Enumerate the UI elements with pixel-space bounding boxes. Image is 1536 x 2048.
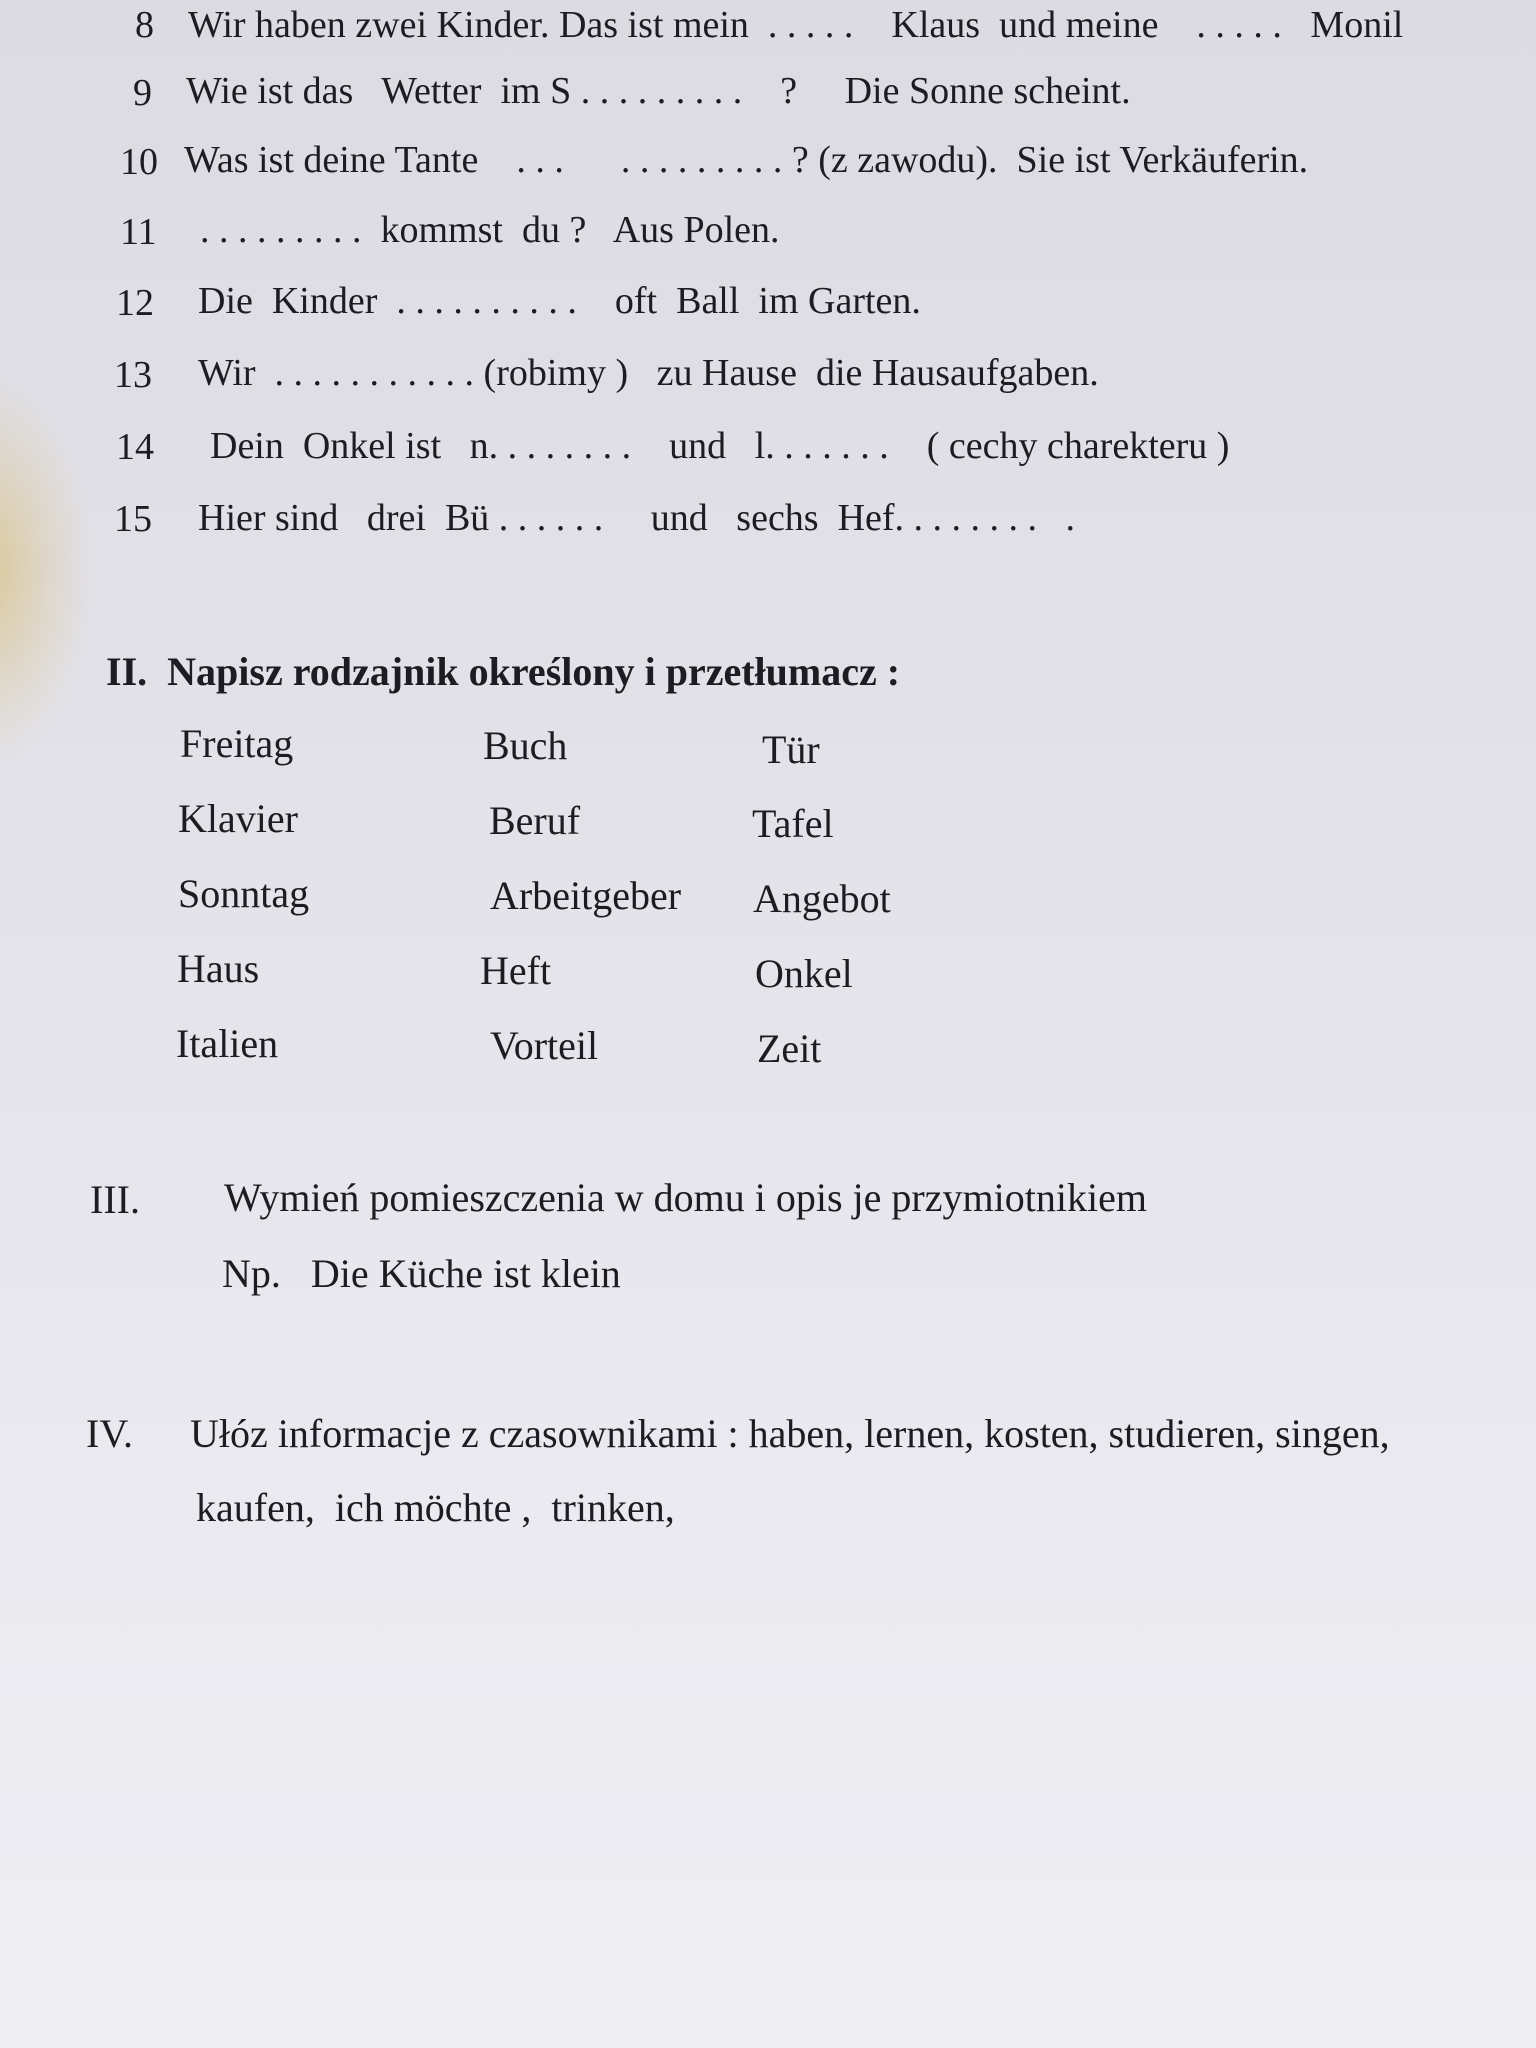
item-number: 13 [114,354,152,396]
item-text: Die Kinder . . . . . . . . . . oft Ball im Garten. [198,280,921,322]
exercise-four-line2: kaufen, ich möchte , trinken, [196,1485,675,1530]
item-text: Was ist deine Tante . . . . . . . . . . . . ? (z zawodu). Sie ist Verkäuferin. [184,139,1309,181]
word-col1: Haus [177,946,260,991]
item-number: 12 [116,282,154,324]
word-col3: Tür [762,727,820,772]
item-text: Dein Onkel ist n. . . . . . . . und l. . . . . . . ( cechy charekteru ) [210,425,1230,467]
word-col2: Buch [483,723,568,768]
word-col1: Freitag [180,721,294,766]
word-col1: Klavier [178,796,298,841]
item-text: Wir haben zwei Kinder. Das ist mein . . . . . Klaus und meine . . . . . Monil [188,4,1404,46]
word-col1: Sonntag [178,871,310,916]
item-number: 8 [135,4,154,46]
item-text: Wie ist das Wetter im S . . . . . . . . . ? Die Sonne scheint. [186,70,1131,112]
word-col2: Arbeitgeber [490,873,682,918]
exercise-four-line1: Ułóz informacje z czasownikami : haben, lernen, kosten, studieren, singen, [190,1411,1390,1456]
exercise-three-example: Np. Die Küche ist klein [222,1251,621,1296]
item-number: 11 [120,211,157,253]
word-col1: Italien [176,1021,279,1066]
item-number: 15 [114,498,152,540]
exercise-two-heading: II. Napisz rodzajnik określony i przetłumacz : [106,649,901,694]
item-text: Hier sind drei Bü . . . . . . und sechs Hef. . . . . . . . . [198,497,1076,539]
exercise-three-number: III. [90,1177,140,1222]
item-number: 14 [116,426,154,468]
word-col3: Onkel [755,951,853,996]
item-number: 9 [133,72,152,114]
word-col3: Angebot [753,876,891,921]
word-col3: Zeit [757,1026,822,1071]
exercise-four-number: IV. [86,1411,134,1456]
exercise-three-instruction: Wymień pomieszczenia w domu i opis je przymiotnikiem [224,1175,1147,1220]
word-col2: Vorteil [490,1023,599,1068]
word-col2: Beruf [489,798,581,843]
word-col3: Tafel [752,801,834,846]
item-text: . . . . . . . . . kommst du ? Aus Polen. [200,209,780,251]
item-number: 10 [120,141,158,183]
word-col2: Heft [480,948,552,993]
item-text: Wir . . . . . . . . . . . (robimy ) zu Hause die Hausaufgaben. [198,352,1099,394]
